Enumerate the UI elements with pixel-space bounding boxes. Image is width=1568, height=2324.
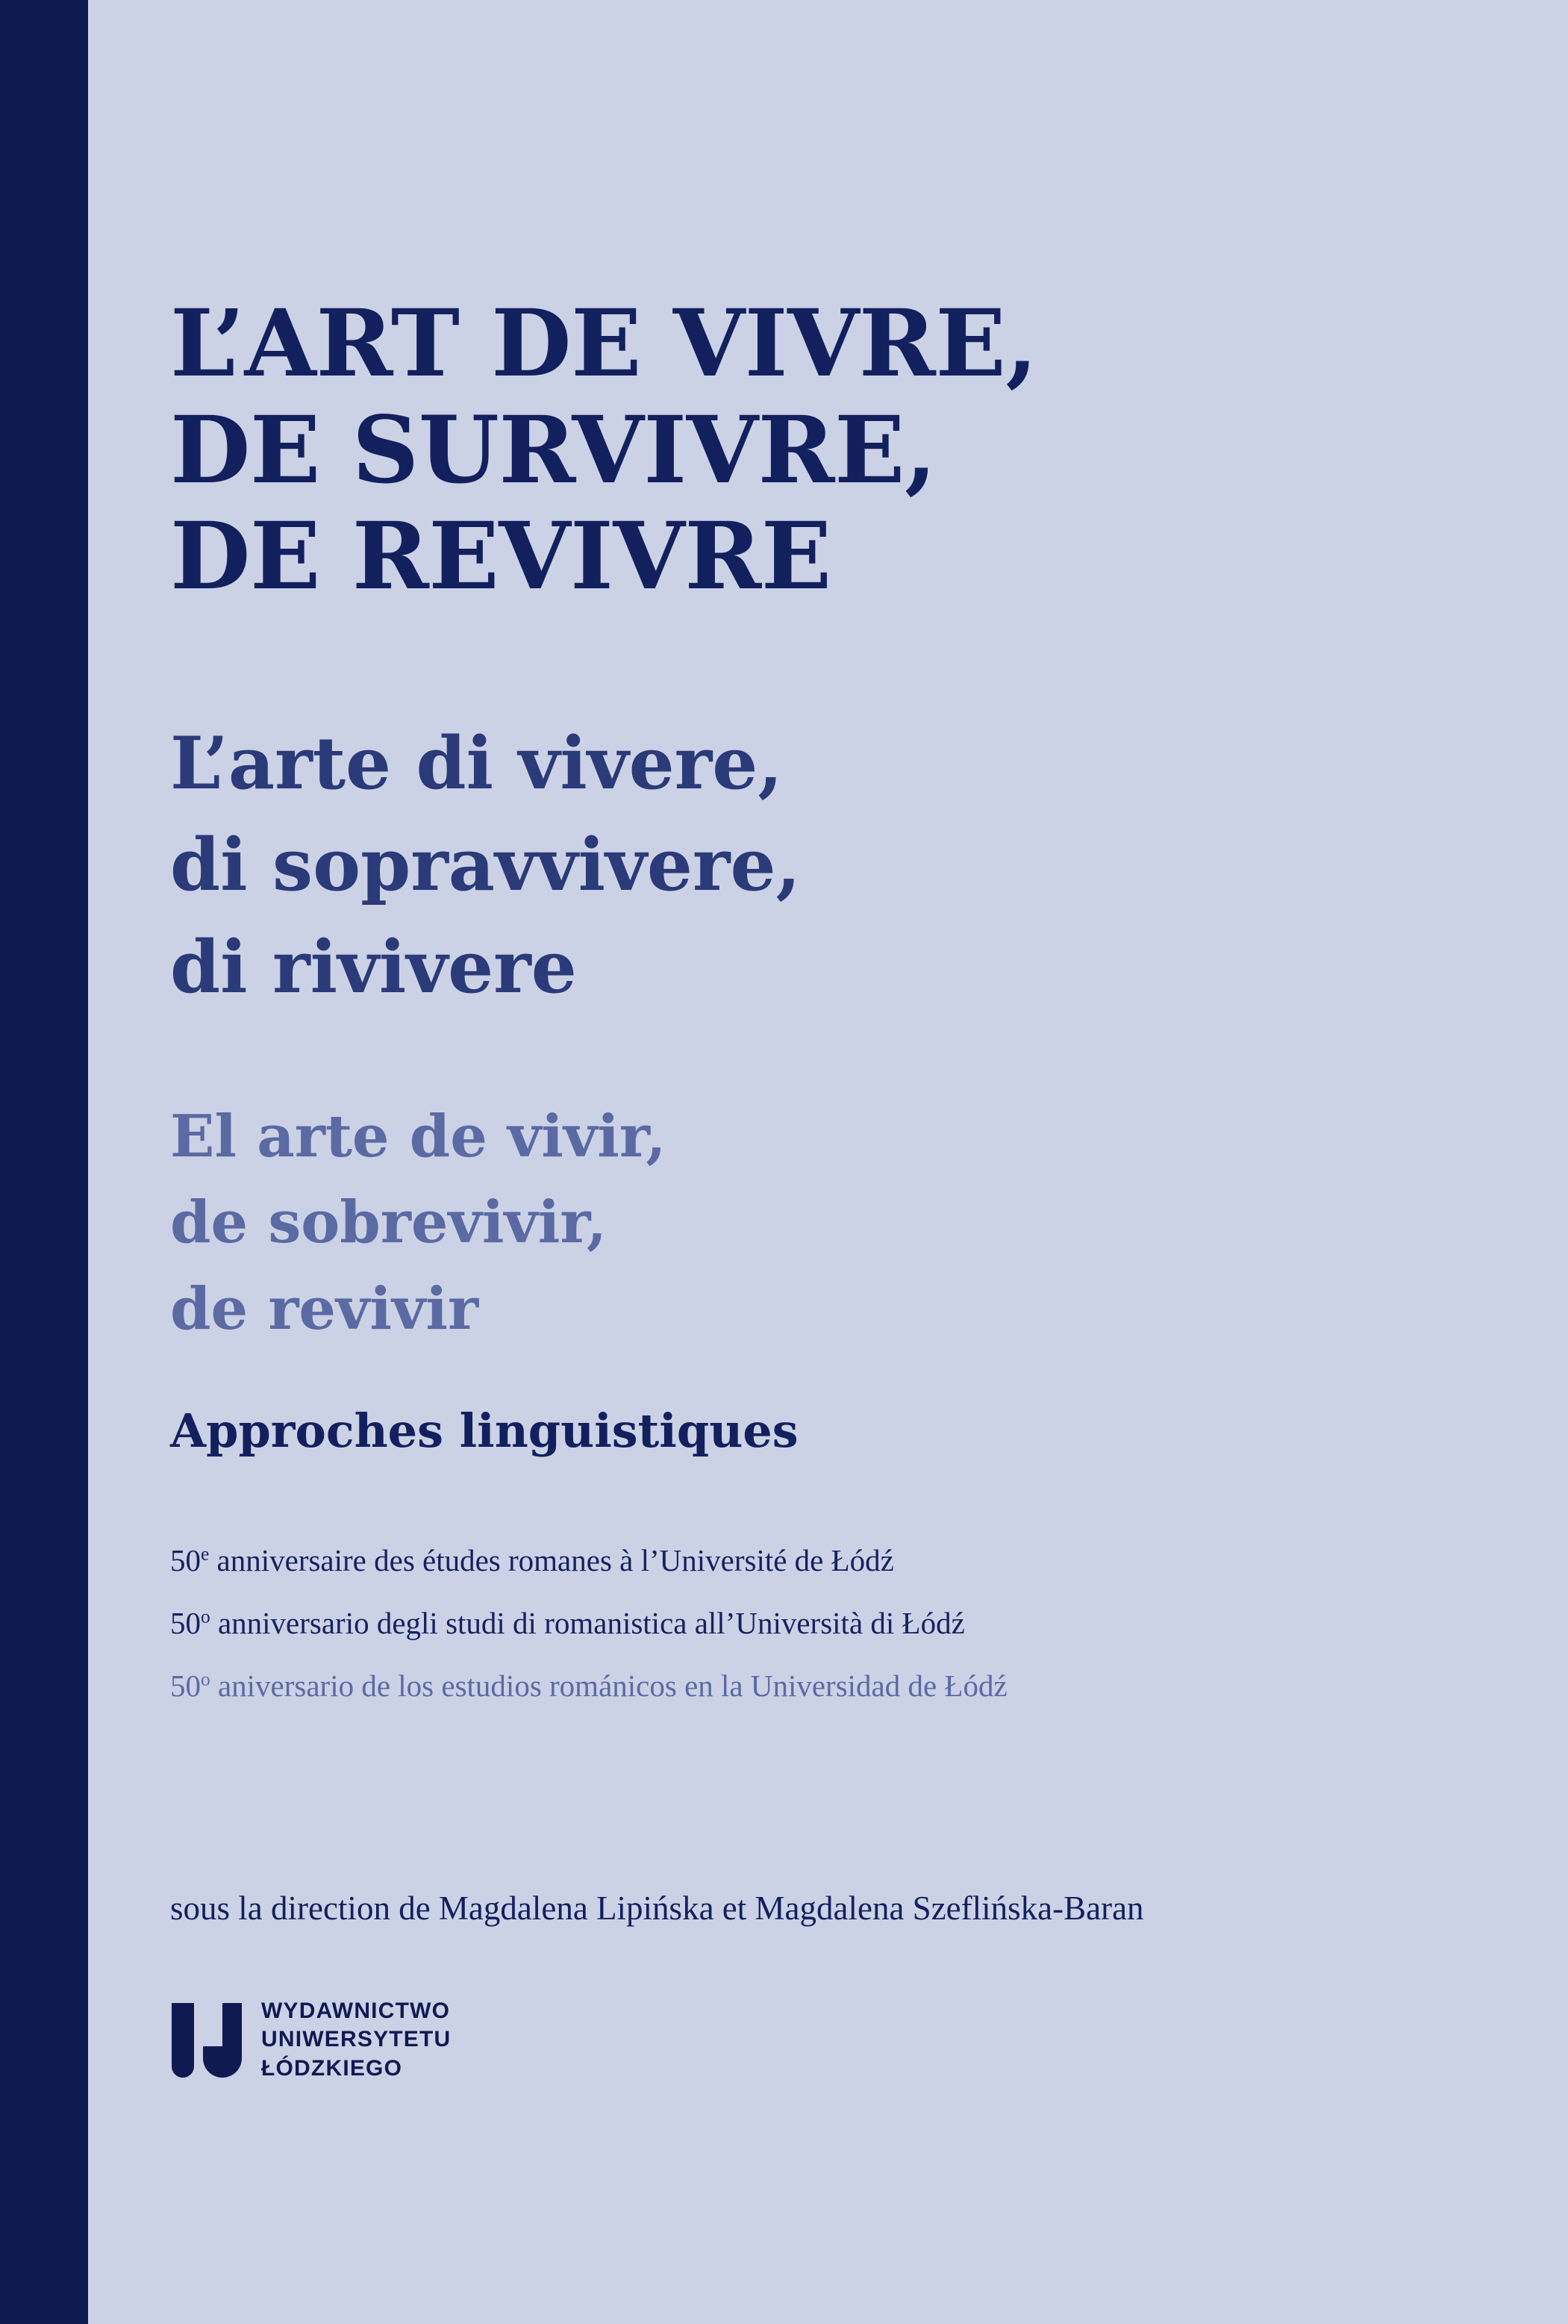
logo-bar-shape	[172, 2003, 194, 2078]
title-italian	[170, 713, 1305, 1018]
anniversary-french-ordinal: e	[201, 1543, 210, 1565]
title-french-line-1: L’ART DE VIVRE,	[170, 290, 1038, 398]
subtitle: Approches linguistiques	[170, 1404, 799, 1458]
title-french-line-2: DE SURVIVRE,	[170, 396, 937, 505]
title-spanish-line-2: de sobrevivir,	[170, 1189, 607, 1257]
publisher-line-3: ŁÓDZKIEGO	[261, 2055, 403, 2081]
title-spanish	[170, 1094, 1305, 1352]
anniversary-italian-number: 50	[170, 1606, 201, 1640]
publisher-line-1: WYDAWNICTWO	[261, 1999, 451, 2023]
anniversary-spanish-number: 50	[170, 1669, 201, 1703]
anniversary-line-italian	[170, 1608, 1379, 1639]
anniversary-french-text: anniversaire des études romanes à l’Université de Łódź	[209, 1543, 894, 1577]
anniversary-french-number: 50	[170, 1543, 201, 1577]
anniversary-line-french	[170, 1545, 1379, 1576]
spine-bar	[0, 0, 88, 2324]
anniversary-spanish-text: aniversario de los estudios románicos en la Universidad de Łódź	[210, 1669, 1008, 1703]
title-spanish-line-1: El arte de vivir,	[170, 1103, 666, 1171]
anniversary-spanish-ordinal: o	[201, 1669, 210, 1690]
title-french-line-3: DE REVIVRE	[170, 502, 831, 611]
anniversary-line-spanish	[170, 1671, 1379, 1701]
title-italian-line-1: L’arte di vivere,	[170, 721, 783, 806]
cover-content	[170, 0, 1439, 2324]
title-spanish-line-3: de revivir	[170, 1274, 479, 1343]
publisher-logo	[170, 1997, 451, 2083]
title-italian-line-3: di rivivere	[170, 924, 577, 1009]
logo-notch-shape	[203, 2003, 222, 2046]
anniversary-italian-ordinal: o	[201, 1606, 210, 1627]
publisher-line-2: UNIWERSYTETU	[261, 2027, 452, 2052]
editors-line: sous la direction de Magdalena Lipińska et Magdalena Szeflińska-Baran	[170, 1890, 1144, 1927]
anniversary-block	[170, 1545, 1379, 1733]
publisher-name	[261, 1997, 451, 2083]
university-press-mark-icon	[170, 2003, 242, 2078]
anniversary-italian-text: anniversario degli studi di romanistica all’Università di Łódź	[210, 1606, 965, 1640]
title-french	[170, 291, 1305, 611]
title-italian-line-2: di sopravvivere,	[170, 823, 801, 908]
